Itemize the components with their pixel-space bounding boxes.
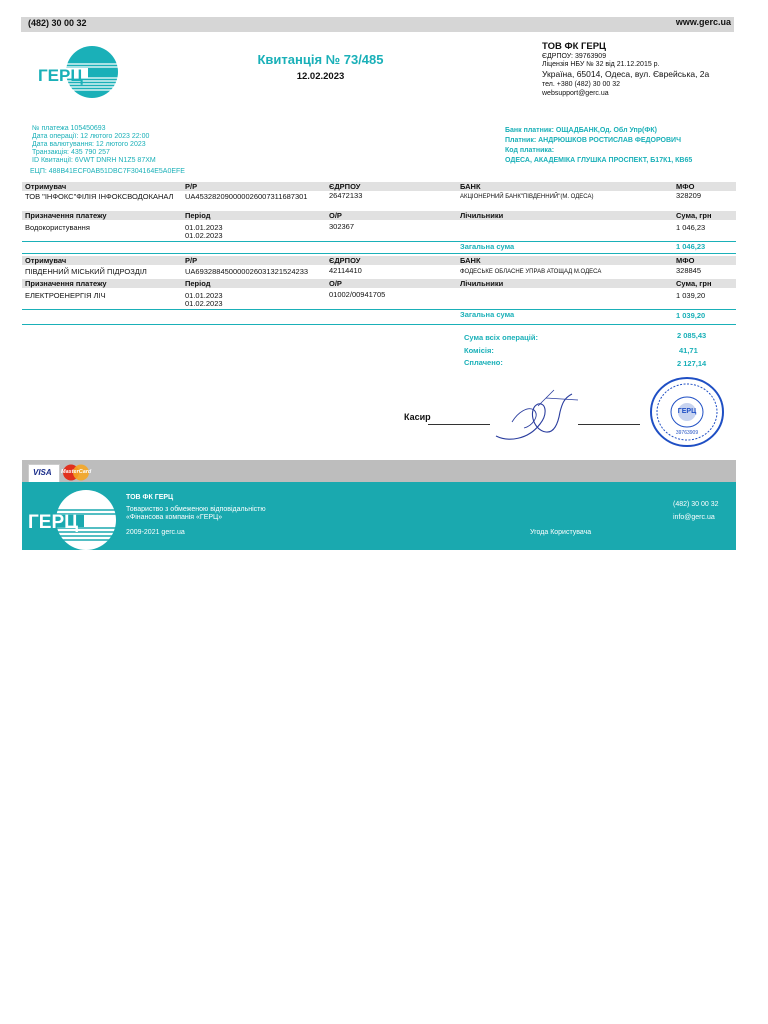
hdr-account-1: Р/Р <box>185 182 198 191</box>
hdr-sum-2: Сума, грн <box>676 279 712 288</box>
footer <box>22 482 736 550</box>
payer-code: Код платника: <box>505 147 555 154</box>
stamp-code: 39763909 <box>675 430 699 436</box>
visa-text: VISA <box>33 468 52 477</box>
account-1: UA453282090000026007311687301 <box>185 192 308 201</box>
bank-1: АКЦІОНЕРНИЙ БАНК"ПІВДЕННИЙ"(М. ОДЕСА) <box>460 194 594 200</box>
commission-value: 41,71 <box>679 346 698 355</box>
receipt-date: 12.02.2023 <box>296 71 345 82</box>
mfo-1: 328209 <box>676 191 702 200</box>
payment-info <box>32 125 156 165</box>
hdr-op-1: О/Р <box>329 211 342 220</box>
payer-info <box>505 126 692 166</box>
hdr-mfo-2: МФО <box>676 256 695 265</box>
header-row-4 <box>22 279 736 288</box>
mfo-2: 328845 <box>676 266 702 275</box>
hdr-period-2: Період <box>185 279 211 288</box>
footer-phone[interactable]: (482) 30 00 32 <box>673 501 719 508</box>
divider-4 <box>22 324 736 325</box>
hdr-purpose-1: Призначення платежу <box>25 211 107 220</box>
top-website[interactable]: www.gerc.ua <box>675 17 731 27</box>
header-row-2 <box>22 211 736 220</box>
hdr-account-2: Р/Р <box>185 256 198 265</box>
period-to-2: 01.02.2023 <box>185 299 223 308</box>
user-agreement-link[interactable]: Угода Користувача <box>530 529 592 536</box>
paid-label: Сплачено: <box>464 358 503 367</box>
transaction: Транзакція: 435 790 257 <box>32 149 110 156</box>
value-date: Дата валютування: 12 лютого 2023 <box>32 141 146 148</box>
hdr-recipient-1: Отримувач <box>25 182 67 191</box>
period-from-2: 01.01.2023 <box>185 291 223 300</box>
paid-value: 2 127,14 <box>677 359 707 368</box>
hdr-period-1: Період <box>185 211 211 220</box>
receipt-id: ID Квитанції: 6VWT DNRH N1Z5 87XM <box>32 157 156 164</box>
company-tel: тел. +380 (482) 30 00 32 <box>542 81 621 88</box>
hdr-edrpou-1: ЄДРПОУ <box>329 182 361 191</box>
sum-2: 1 039,20 <box>676 291 706 300</box>
payer-bank: Банк платник: ОЩАДБАНК,Од. Обл Упр(ФК) <box>505 127 657 134</box>
cashier-label: Касир <box>404 412 431 422</box>
op-1: 302367 <box>329 222 355 231</box>
hdr-bank-2: БАНК <box>460 256 481 265</box>
total-1: 1 046,23 <box>676 242 706 251</box>
purpose-2: ЕЛЕКТРОЕНЕРГІЯ ЛІЧ <box>25 291 106 300</box>
footer-line1: Товариство з обмеженою відповідальністю <box>126 506 266 513</box>
hdr-recipient-2: Отримувач <box>25 256 67 265</box>
sum-1: 1 046,23 <box>676 223 706 232</box>
payer-name: Платник: АНДРЮШКОВ РОСТИСЛАВ ФЕДОРОВИЧ <box>505 137 682 144</box>
company-stamp <box>648 376 726 448</box>
recipient-1: ТОВ "ІНФОКС"ФІЛІЯ ІНФОКСВОДОКАНАЛ <box>25 192 174 201</box>
edrpou-1: 26472133 <box>329 191 363 200</box>
hdr-counters-2: Лічильники <box>460 279 504 288</box>
ecp-signature: ЕЦП: 488B41ECF0AB51DBC7F304164E5A0EFE <box>30 168 185 175</box>
footer-years[interactable]: 2009-2021 gerc.ua <box>126 529 185 536</box>
mastercard-icon <box>60 464 92 481</box>
total-label-2: Загальна сума <box>460 310 515 319</box>
hdr-bank-1: БАНК <box>460 182 481 191</box>
divider-2 <box>22 253 736 254</box>
all-ops-value: 2 085,43 <box>677 331 707 340</box>
company-edrpou: ЄДРПОУ: 39763909 <box>542 53 607 60</box>
all-ops-label: Сума всіх операцій: <box>464 333 538 342</box>
top-bar <box>20 17 734 32</box>
header-row-1 <box>22 182 736 191</box>
hdr-op-2: О/Р <box>329 279 342 288</box>
top-phone: (482) 30 00 32 <box>28 18 87 28</box>
hdr-counters-1: Лічильники <box>460 211 504 220</box>
total-label-1: Загальна сума <box>460 242 515 251</box>
cashier-line-2 <box>578 424 640 425</box>
cashier-line-1 <box>428 424 490 425</box>
hdr-purpose-2: Призначення платежу <box>25 279 107 288</box>
total-2: 1 039,20 <box>676 311 706 320</box>
account-2: UA693288450000026031321524233 <box>185 267 309 276</box>
company-info <box>542 41 742 98</box>
payer-address: ОДЕСА, АКАДЕМІКА ГЛУШКА ПРОСПЕКТ, Б17К1, КВ65 <box>505 157 693 164</box>
edrpou-2: 42114410 <box>329 266 362 275</box>
op-2: 01002/00941705 <box>329 290 386 299</box>
footer-logo-text: ГЕРЦ <box>28 512 78 533</box>
logo-text: ГЕРЦ <box>38 66 83 85</box>
divider-3 <box>22 309 736 310</box>
visa-icon <box>28 464 60 483</box>
purpose-1: Водокористування <box>25 223 90 232</box>
footer-email[interactable]: info@gerc.ua <box>673 514 715 521</box>
period-from-1: 01.01.2023 <box>185 223 223 232</box>
receipt-title: Квитанція № 73/485 <box>257 52 384 67</box>
recipient-2: ПІВДЕННИЙ МІСЬКИЙ ПІДРОЗДІЛ <box>25 267 147 276</box>
company-name: ТОВ ФК ГЕРЦ <box>542 41 606 52</box>
hdr-mfo-1: МФО <box>676 182 695 191</box>
gerc-logo <box>36 44 120 100</box>
stamp-center: ГЕРЦ <box>677 408 697 415</box>
footer-logo <box>24 488 124 550</box>
company-license: Ліцензія НБУ № 32 від 21.12.2015 р. <box>542 61 660 68</box>
period-to-1: 01.02.2023 <box>185 231 223 240</box>
header-row-3 <box>22 256 736 265</box>
signature-icon <box>488 384 580 446</box>
divider-1 <box>22 241 736 242</box>
mastercard-text: MasterCard <box>61 469 92 475</box>
company-address: Україна, 65014, Одеса, вул. Єврейська, 2а <box>542 69 710 79</box>
hdr-sum-1: Сума, грн <box>676 211 712 220</box>
footer-line2: «Фінансова компанія «ГЕРЦ» <box>126 514 223 521</box>
operation-date: Дата операції: 12 лютого 2023 22:00 <box>32 133 150 140</box>
hdr-edrpou-2: ЄДРПОУ <box>329 256 361 265</box>
footer-payment-bar <box>22 460 736 482</box>
footer-company: ТОВ ФК ГЕРЦ <box>126 494 174 501</box>
commission-label: Комісія: <box>464 346 494 355</box>
payment-number: № платежа 105450693 <box>32 125 106 132</box>
bank-2: ФОДЕСЬКЕ ОБЛАСНЕ УПРАВ АТОЩАД М.ОДЕСА <box>460 269 602 275</box>
company-email[interactable]: websupport@gerc.ua <box>542 90 609 97</box>
